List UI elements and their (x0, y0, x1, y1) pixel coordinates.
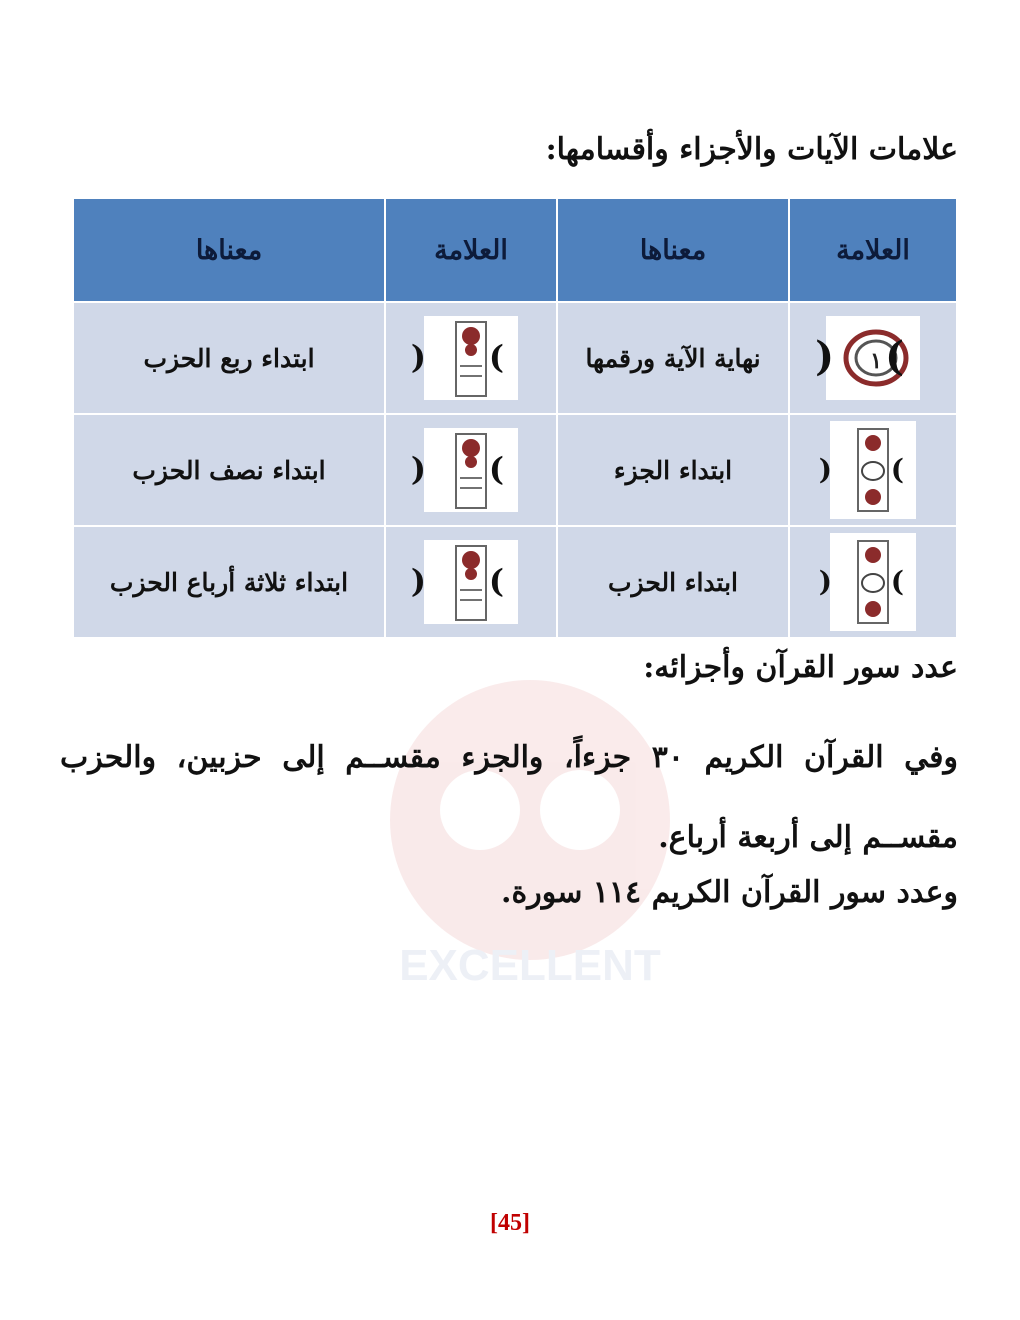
table-row (73, 526, 957, 638)
hizb-quarter-marker-icon (410, 316, 518, 400)
meaning-hizb: ابتداء الحزب (557, 526, 789, 638)
paragraph-surah-count: وعدد سور القرآن الكريم ١١٤ سورة. (501, 875, 958, 910)
quran-marks-table (72, 197, 958, 639)
hizb-three-quarters-marker-icon (410, 540, 518, 624)
header-meaning-b: معناها (73, 198, 385, 302)
juz-marker-icon (818, 421, 916, 519)
section-heading: علامات الآيات والأجزاء وأقسامها: (545, 132, 958, 167)
header-mark-a: العلامة (789, 198, 957, 302)
svg-text:): ) (890, 453, 904, 486)
watermark-text: EXCELLENT (399, 941, 661, 990)
meaning-hizb-quarter: ابتداء ربع الحزب (73, 302, 385, 414)
svg-text:): ) (488, 562, 504, 600)
meaning-hizb-three-quarters: ابتداء ثلاثة أرباع الحزب (73, 526, 385, 638)
table-row (73, 302, 957, 414)
svg-text:): ) (885, 333, 904, 380)
header-meaning-a: معناها (557, 198, 789, 302)
meaning-hizb-half: ابتداء نصف الحزب (73, 414, 385, 526)
svg-text:(: ( (410, 450, 426, 488)
sub-heading: عدد سور القرآن وأجزائه: (643, 650, 958, 685)
hizb-half-marker-icon (410, 428, 518, 512)
page-number: [45] (490, 1210, 530, 1236)
meaning-ayah-end: نهاية الآية ورقمها (557, 302, 789, 414)
svg-text:(: ( (410, 338, 426, 376)
svg-text:(: ( (818, 453, 832, 486)
svg-text:(: ( (410, 562, 426, 600)
svg-text:(: ( (818, 565, 832, 598)
hizb-marker-icon (818, 533, 916, 631)
svg-text:): ) (488, 450, 504, 488)
svg-text:١: ١ (870, 348, 882, 374)
svg-text:): ) (890, 565, 904, 598)
svg-text:): ) (488, 338, 504, 376)
header-mark-b: العلامة (385, 198, 557, 302)
table-header-row (73, 198, 957, 302)
table-row (73, 414, 957, 526)
paragraph-juz-hizb: وفي القرآن الكريم ٣٠ جزءاً، والجزء مقســم إلى حزبين، والحزب مقســم إلى أربعة أرباع. (60, 740, 958, 855)
svg-text:(: ( (815, 333, 834, 380)
meaning-juz: ابتداء الجزء (557, 414, 789, 526)
ayah-end-rosette-icon (815, 316, 920, 400)
